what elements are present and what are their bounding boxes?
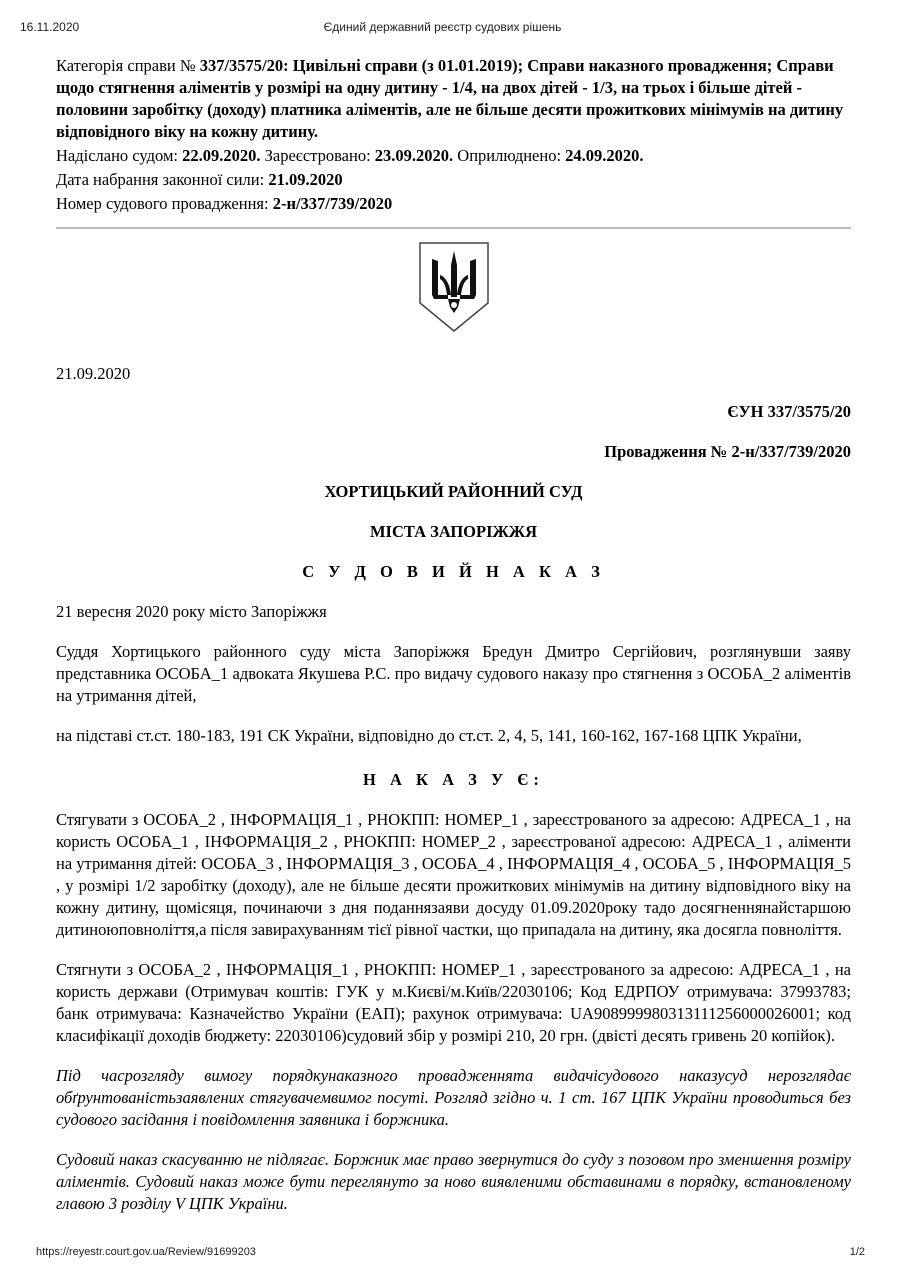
intro-paragraph: Суддя Хортицького районного суду міста Запоріжжя Бредун Дмитро Сергійович, розглянувши заяву представника ОСОБА_1 адвоката Якушева Р.С. про видачу судового наказу про стягнення з ОСОБА_2 аліментів на утримання дітей,: [56, 642, 851, 705]
court-name: ХОРТИЦЬКИЙ РАЙОННИЙ СУД: [324, 482, 583, 501]
case-meta: [56, 55, 851, 215]
registered-value: 23.09.2020.: [374, 146, 454, 165]
print-footer: [36, 1246, 865, 1262]
effective-label: Дата набрання законної сили:: [56, 170, 269, 189]
document: [56, 55, 851, 1215]
print-header: [20, 20, 865, 38]
orders-heading: Н А К А З У Є:: [363, 770, 544, 789]
category-value: 337/3575/20: Цивільні справи (з 01.01.2019); Справи наказного провадження; Справи щодо стягнення аліментів у розмірі на одну дитину - 1/4, на двох дітей - 1/3, на трьох і більше дітей - половини заробітку (доходу) платника аліментів, але не більше десяти прожиткових мінімумів на дитину відповідного віку на кожну дитину.: [56, 56, 844, 141]
proceeding-heading: Провадження № 2-н/337/739/2020: [604, 442, 851, 461]
order-paragraph-1: Стягувати з ОСОБА_2 , ІНФОРМАЦІЯ_1 , РНОКПП: НОМЕР_1 , зареєстрованого за адресою: АДРЕСА_1 , на користь ОСОБА_1 , ІНФОРМАЦІЯ_2 , РНОКПП: НОМЕР_2 , зареєстрованої адресою: АДРЕСА_1 , аліменти на утримання дітей: ОСОБА_3 , ІНФОРМАЦІЯ_3 , ОСОБА_4 , ІНФОРМАЦІЯ_4 , ОСОБА_5 , ІНФОРМАЦІЯ_5 , у розмірі 1/2 заробітку (доходу), але не більше десяти прожиткових мінімумів на дитину відповідного віку на кожну дитину, щомісяця, починаючи з дня поданнязаяви досуду 01.09.2020року тадо досягненнянайстаршою дитиноюповноліття,а після завирахуванням тієї рівної частки, що припадала на дитину, яка досягла повноліття.: [56, 810, 851, 939]
document-date: 21.09.2020: [56, 364, 131, 383]
proceeding-value: 2-н/337/739/2020: [272, 194, 393, 213]
print-date: 16.11.2020: [20, 20, 80, 34]
published-value: 24.09.2020.: [565, 146, 644, 165]
effective-value: 21.09.2020: [268, 170, 343, 189]
effective-date: [56, 169, 851, 191]
basis-paragraph: на підставі ст.ст. 180-183, 191 СК України, відповідно до ст.ст. 2, 4, 5, 141, 160-162, 167-168 ЦПК України,: [56, 726, 802, 745]
page-url[interactable]: https://reyestr.court.gov.ua/Review/91699203: [36, 1246, 256, 1258]
print-title: Єдиний державний реєстр судових рішень: [323, 20, 562, 34]
sent-value: 22.09.2020.: [182, 146, 261, 165]
ukraine-trident-emblem-icon: [418, 241, 490, 333]
published-label: Оприлюднено:: [453, 146, 566, 165]
place-date: 21 вересня 2020 року місто Запоріжжя: [56, 602, 327, 621]
note-paragraph-1: Під часрозгляду вимогу порядкунаказного провадженнята видачісудового наказусуд нерозглядає обґрунтованістьзаявлених стягувачемвимог посуті. Розгляд згідно ч. 1 ст. 167 ЦПК України проводиться без судового засідання і повідомлення заявника і боржника.: [56, 1066, 851, 1129]
emblem: [56, 241, 851, 333]
case-dates: [56, 145, 851, 167]
order-title: С У Д О В И Й Н А К А З: [302, 562, 605, 581]
proceeding-number: [56, 193, 851, 215]
registered-label: Зареєстровано:: [260, 146, 375, 165]
page-number: 1/2: [849, 1246, 865, 1258]
proceeding-label: Номер судового провадження:: [56, 194, 273, 213]
court-city: МІСТА ЗАПОРІЖЖЯ: [369, 522, 538, 541]
note-paragraph-2: Судовий наказ скасуванню не підлягає. Боржник має право звернутися до суду з позовом про зменшення розміру аліментів. Судовий наказ може бути переглянуто за ново виявленими обставинами в порядку, встановленому главою 3 розділу V ЦПК України.: [56, 1150, 851, 1213]
case-category: [56, 55, 851, 143]
category-label: Категорія справи №: [56, 56, 200, 75]
sent-label: Надіслано судом:: [56, 146, 183, 165]
case-number: ЄУН 337/3575/20: [727, 402, 851, 421]
divider: [56, 227, 851, 229]
order-paragraph-2: Стягнути з ОСОБА_2 , ІНФОРМАЦІЯ_1 , РНОКПП: НОМЕР_1 , зареєстрованого за адресою: АДРЕСА_1 , на користь держави (Отримувач коштів: ГУК у м.Києві/м.Київ/22030106; Код ЕДРПОУ отримувача: 37993783; банк отримувача: Казначейство України (ЕАП); рахунок отримувача: UA908999980313111256000026001; код класифікації доходів бюджету: 22030106)судовий збір у розмірі 210, 20 грн. (двісті десять гривень 20 копійок).: [56, 960, 851, 1045]
